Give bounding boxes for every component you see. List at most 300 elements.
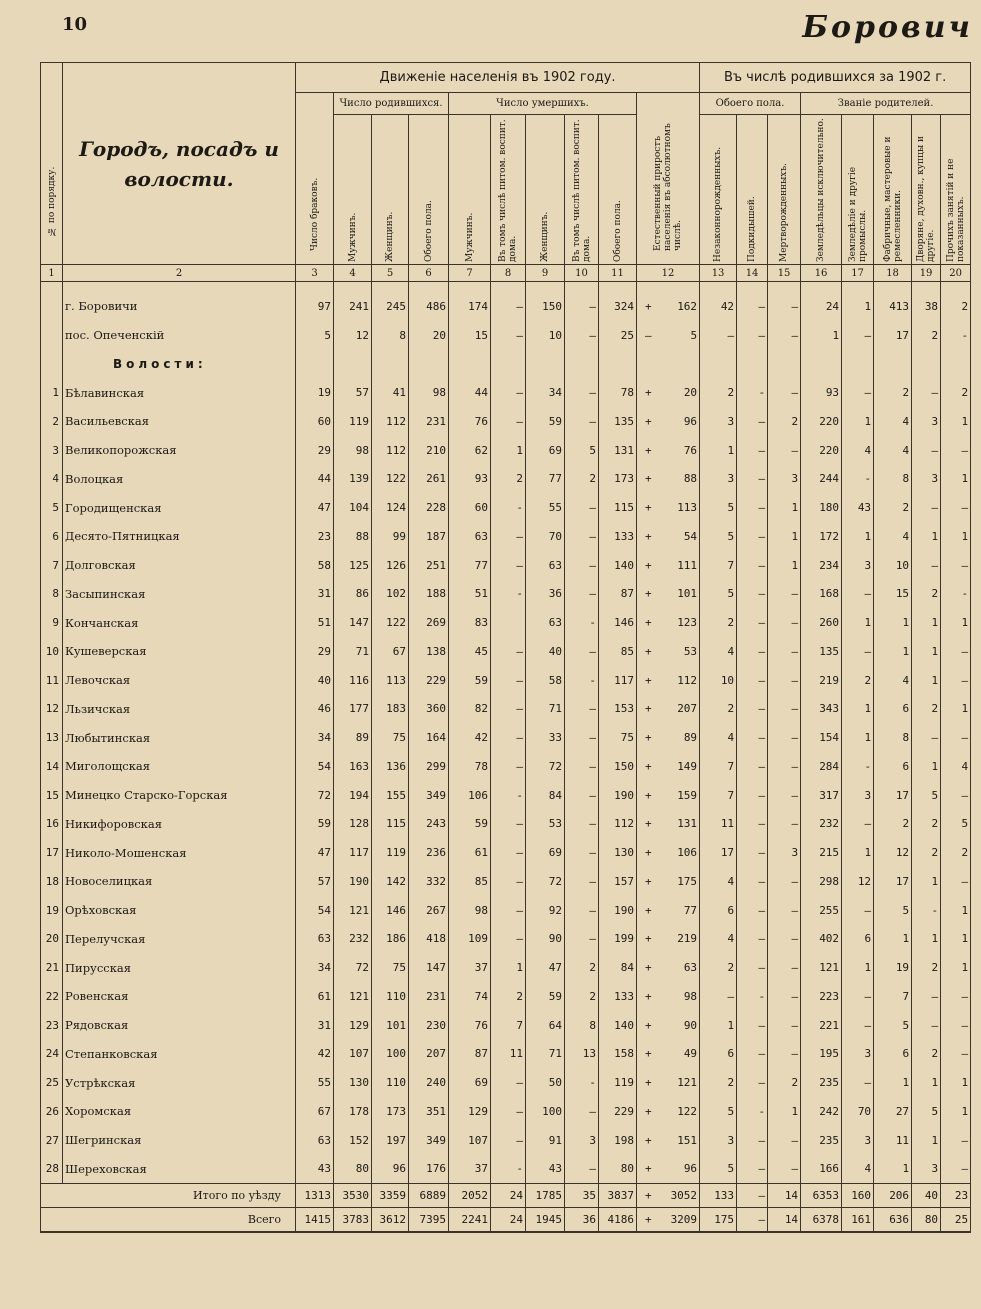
growth-value: 63 [683,961,698,975]
data-cell: 235 [801,1068,842,1097]
data-cell: 5 [565,436,599,465]
data-cell: — [491,925,526,954]
data-cell: 220 [801,436,842,465]
data-cell: — [491,637,526,666]
column-number: 15 [768,265,801,282]
data-cell: 2 [565,982,599,1011]
growth-sign: + [645,1047,652,1061]
data-cell: — [737,1155,768,1184]
header-p-factory: Фабричные, мастеровые и ремесленники. [874,115,912,265]
data-cell: 251 [409,551,449,580]
data-cell: — [768,666,801,695]
data-cell: 15 [449,321,491,350]
column-numbers-row [41,265,971,282]
data-cell: 4 [874,666,912,695]
table-row [41,580,971,609]
data-cell: 4 [700,867,737,896]
table-row [41,896,971,925]
table-row [41,522,971,551]
data-cell: — [491,407,526,436]
header-deaths-t: Обоего пола. [599,115,637,265]
data-cell: — [491,378,526,407]
data-cell: 37 [449,1155,491,1184]
row-index: 16 [41,810,63,839]
data-cell: 197 [372,1126,409,1155]
data-cell: - [565,1068,599,1097]
data-cell: — [491,522,526,551]
data-cell: — [768,1011,801,1040]
row-index: 21 [41,953,63,982]
growth-value: 20 [683,386,698,400]
data-cell: 6 [842,925,874,954]
header-name-line2: волости. [124,166,234,191]
data-cell: 298 [801,867,842,896]
total-cell: 4186 [599,1208,637,1233]
data-cell: 59 [526,982,565,1011]
growth-value: 101 [677,587,698,601]
data-cell: 89 [334,723,372,752]
growth-cell [637,436,700,465]
total-cell: 1415 [296,1208,334,1233]
data-cell: 3 [768,465,801,494]
growth-sign: + [645,644,652,658]
data-cell: 150 [526,292,565,321]
data-cell: — [941,723,971,752]
spacer-cell [296,282,334,293]
data-cell: — [491,292,526,321]
growth-cell [637,321,700,350]
row-index: 11 [41,666,63,695]
section-cell [768,350,801,379]
growth-cell [637,666,700,695]
growth-value: 5 [690,328,698,342]
data-cell: 1 [941,925,971,954]
data-cell: 129 [334,1011,372,1040]
totals-row [41,1208,971,1233]
data-cell: 15 [874,580,912,609]
row-name: пос. Опеченскій [63,321,296,350]
growth-sign: + [645,386,652,400]
section-cell [449,350,491,379]
data-cell: 17 [700,838,737,867]
data-cell: 112 [599,810,637,839]
data-cell: — [565,1097,599,1126]
total-cell: 80 [912,1208,941,1233]
column-number: 10 [565,265,599,282]
table-row [41,465,971,494]
data-cell: 1 [912,637,941,666]
data-cell: 76 [449,407,491,436]
data-cell: 219 [801,666,842,695]
data-cell: - [491,580,526,609]
row-index: 15 [41,781,63,810]
growth-value: 3052 [670,1189,698,1203]
header-deaths-f: Женщинъ. [526,115,565,265]
data-cell: 1 [842,723,874,752]
data-cell: - [565,666,599,695]
data-cell: 164 [409,723,449,752]
growth-cell [637,1155,700,1184]
total-cell: 7395 [409,1208,449,1233]
data-cell: — [565,551,599,580]
data-cell: 69 [526,436,565,465]
row-name: Хоромская [63,1097,296,1126]
data-cell: 195 [801,1040,842,1069]
data-cell: 60 [296,407,334,436]
total-cell: 2052 [449,1184,491,1208]
data-cell: 3 [700,407,737,436]
spacer-cell [491,282,526,293]
data-cell: 232 [334,925,372,954]
growth-value: 89 [683,731,698,745]
growth-cell [637,752,700,781]
data-cell: — [941,1126,971,1155]
total-growth-cell [637,1208,700,1233]
data-cell: — [912,378,941,407]
data-cell: 107 [334,1040,372,1069]
total-cell: 36 [565,1208,599,1233]
data-cell: — [737,781,768,810]
row-index: 5 [41,493,63,522]
growth-sign: + [645,501,652,515]
header-marriages: Число браковъ. [296,93,334,265]
row-index: 23 [41,1011,63,1040]
section-cell [801,350,842,379]
total-cell: 40 [912,1184,941,1208]
data-cell: 2 [565,465,599,494]
data-cell: 87 [599,580,637,609]
total-cell: 3612 [372,1208,409,1233]
data-cell: 125 [334,551,372,580]
growth-value: 151 [677,1133,698,1147]
data-cell: 150 [599,752,637,781]
data-cell: 188 [409,580,449,609]
data-cell: 349 [409,1126,449,1155]
data-cell: — [941,1011,971,1040]
data-cell: — [491,867,526,896]
data-cell: 8 [874,465,912,494]
data-cell: 147 [409,953,449,982]
row-name: Бѣлавинская [63,378,296,407]
row-index: 18 [41,867,63,896]
data-cell: 2 [912,953,941,982]
data-cell: 10 [874,551,912,580]
table-row [41,493,971,522]
data-cell: — [491,1097,526,1126]
data-cell: — [737,695,768,724]
data-cell: 6 [700,896,737,925]
total-cell: 175 [700,1208,737,1233]
table-row [41,292,971,321]
data-cell: 78 [449,752,491,781]
data-cell: 343 [801,695,842,724]
growth-sign: + [645,1189,652,1203]
data-cell: 1 [941,407,971,436]
spacer-row [41,282,971,293]
data-cell: 75 [372,953,409,982]
data-cell: 5 [941,810,971,839]
growth-value: 149 [677,759,698,773]
table-row [41,551,971,580]
row-name: Васильевская [63,407,296,436]
spacer-cell [63,282,296,293]
data-cell: 17 [874,321,912,350]
data-cell: — [842,982,874,1011]
table-row [41,1011,971,1040]
data-cell: 2 [491,982,526,1011]
data-cell: 86 [334,580,372,609]
data-cell: 157 [599,867,637,896]
total-cell: 133 [700,1184,737,1208]
total-cell: 6889 [409,1184,449,1208]
data-cell: — [941,493,971,522]
data-cell: 43 [296,1155,334,1184]
data-cell: — [768,637,801,666]
growth-cell [637,407,700,436]
total-cell: 1313 [296,1184,334,1208]
data-cell: 1 [491,436,526,465]
data-cell: 51 [296,608,334,637]
data-cell: — [842,378,874,407]
data-cell: 78 [599,378,637,407]
data-cell: 2 [842,666,874,695]
data-cell: 131 [599,436,637,465]
data-cell: — [565,838,599,867]
header-p-farmers: Земледѣльцы исключительно. [801,115,842,265]
section-cell [334,350,372,379]
data-cell: 13 [565,1040,599,1069]
data-cell: 99 [372,522,409,551]
data-cell: 174 [449,292,491,321]
data-cell: 1 [912,925,941,954]
data-cell: 5 [296,321,334,350]
data-cell: 19 [296,378,334,407]
data-cell: 87 [449,1040,491,1069]
data-cell: 146 [599,608,637,637]
growth-cell [637,551,700,580]
row-index: 25 [41,1068,63,1097]
data-cell: 62 [449,436,491,465]
data-cell: — [768,436,801,465]
data-cell: 98 [334,436,372,465]
data-cell: 1 [941,896,971,925]
growth-sign: + [645,1162,652,1176]
data-cell: 17 [874,867,912,896]
growth-cell [637,1011,700,1040]
data-cell: - [941,321,971,350]
row-index: 14 [41,752,63,781]
data-cell: 351 [409,1097,449,1126]
data-cell: — [737,292,768,321]
data-cell: — [700,982,737,1011]
totals-row [41,1184,971,1208]
data-cell: 67 [372,637,409,666]
data-cell: 317 [801,781,842,810]
data-cell: — [565,292,599,321]
data-cell: 1 [768,551,801,580]
data-cell: 240 [409,1068,449,1097]
total-cell: 1945 [526,1208,565,1233]
growth-cell [637,637,700,666]
growth-value: 123 [677,616,698,630]
row-index: 19 [41,896,63,925]
growth-cell [637,608,700,637]
row-name: Волоцкая [63,465,296,494]
table-row [41,925,971,954]
column-number: 5 [372,265,409,282]
data-cell: 11 [491,1040,526,1069]
spacer-cell [801,282,842,293]
spacer-cell [372,282,409,293]
growth-value: 122 [677,1104,698,1118]
data-cell: — [842,1068,874,1097]
data-cell: 72 [526,752,565,781]
row-name: Ровенская [63,982,296,1011]
data-cell: 236 [409,838,449,867]
data-cell: 3 [700,465,737,494]
header-births-group: Число родившихся. [334,93,449,115]
spacer-cell [565,282,599,293]
data-cell: 38 [912,292,941,321]
data-cell: 418 [409,925,449,954]
data-cell: 5 [874,1011,912,1040]
data-cell: 54 [296,896,334,925]
data-cell: — [737,1040,768,1069]
row-name: Минецко Старско-Горская [63,781,296,810]
header-name-line1: Городъ, посадъ и [79,136,279,161]
data-cell: 7 [700,781,737,810]
row-index: 6 [41,522,63,551]
header-births-t: Обоего пола. [409,115,449,265]
section-index [41,350,63,379]
data-cell: — [565,407,599,436]
growth-value: 3209 [670,1213,698,1227]
data-cell: 85 [449,867,491,896]
data-cell: 2 [700,953,737,982]
growth-cell [637,810,700,839]
data-cell: 269 [409,608,449,637]
spacer-cell [737,282,768,293]
data-cell: 4 [874,407,912,436]
growth-sign: + [645,989,652,1003]
data-cell: — [491,723,526,752]
data-cell: — [565,925,599,954]
data-cell: 47 [526,953,565,982]
data-cell: 98 [449,896,491,925]
data-cell: — [737,608,768,637]
data-cell: 6 [874,695,912,724]
data-cell: 1 [842,695,874,724]
column-number: 17 [842,265,874,282]
table-row [41,1097,971,1126]
data-cell: — [842,1011,874,1040]
row-index: 27 [41,1126,63,1155]
data-cell: 71 [526,695,565,724]
data-cell: 1 [801,321,842,350]
data-cell: — [737,838,768,867]
data-cell: 190 [599,896,637,925]
data-cell: — [737,522,768,551]
data-cell: 349 [409,781,449,810]
data-cell: 2 [565,953,599,982]
data-cell: - [491,781,526,810]
table-row [41,407,971,436]
table-row [41,637,971,666]
data-cell: 231 [409,407,449,436]
row-name: Кончанская [63,608,296,637]
data-cell: — [737,896,768,925]
data-cell: 69 [526,838,565,867]
table-row [41,810,971,839]
section-cell [409,350,449,379]
data-cell: - [737,1097,768,1126]
section-cell [912,350,941,379]
data-cell: 59 [526,407,565,436]
data-cell: 42 [296,1040,334,1069]
data-cell: 91 [526,1126,565,1155]
column-number: 8 [491,265,526,282]
growth-cell [637,838,700,867]
data-cell: 223 [801,982,842,1011]
data-cell: — [768,925,801,954]
data-cell: 198 [599,1126,637,1155]
growth-sign: + [645,443,652,457]
data-cell: 23 [296,522,334,551]
data-cell: 107 [449,1126,491,1155]
data-cell: — [737,436,768,465]
data-cell: 2 [700,695,737,724]
data-cell: 183 [372,695,409,724]
section-cell [874,350,912,379]
data-cell: 93 [801,378,842,407]
data-cell: 8 [874,723,912,752]
header-births-in: Въ числѣ родившихся за 1902 г. [700,63,971,93]
data-cell: 83 [449,608,491,637]
data-cell: 1 [491,953,526,982]
spacer-cell [449,282,491,293]
data-cell: 332 [409,867,449,896]
data-cell: 129 [449,1097,491,1126]
data-cell: 177 [334,695,372,724]
data-cell: 190 [334,867,372,896]
data-cell: 486 [409,292,449,321]
header-births-f: Женщинъ. [372,115,409,265]
data-cell: — [737,810,768,839]
data-cell: 115 [372,810,409,839]
column-number: 11 [599,265,637,282]
column-number: 6 [409,265,449,282]
growth-cell [637,493,700,522]
data-cell: — [565,321,599,350]
data-cell: 37 [449,953,491,982]
growth-sign: + [645,702,652,716]
spacer-cell [941,282,971,293]
row-name: Шереховская [63,1155,296,1184]
data-cell: 186 [372,925,409,954]
growth-sign: + [645,1018,652,1032]
data-cell: 63 [526,551,565,580]
data-cell: 63 [296,925,334,954]
data-cell: — [491,666,526,695]
growth-sign: + [645,1076,652,1090]
growth-value: 54 [683,529,698,543]
section-cell [372,350,409,379]
data-cell: — [768,1155,801,1184]
data-cell: 135 [599,407,637,436]
data-cell: 4 [700,723,737,752]
growth-sign: + [645,587,652,601]
data-cell: 42 [449,723,491,752]
